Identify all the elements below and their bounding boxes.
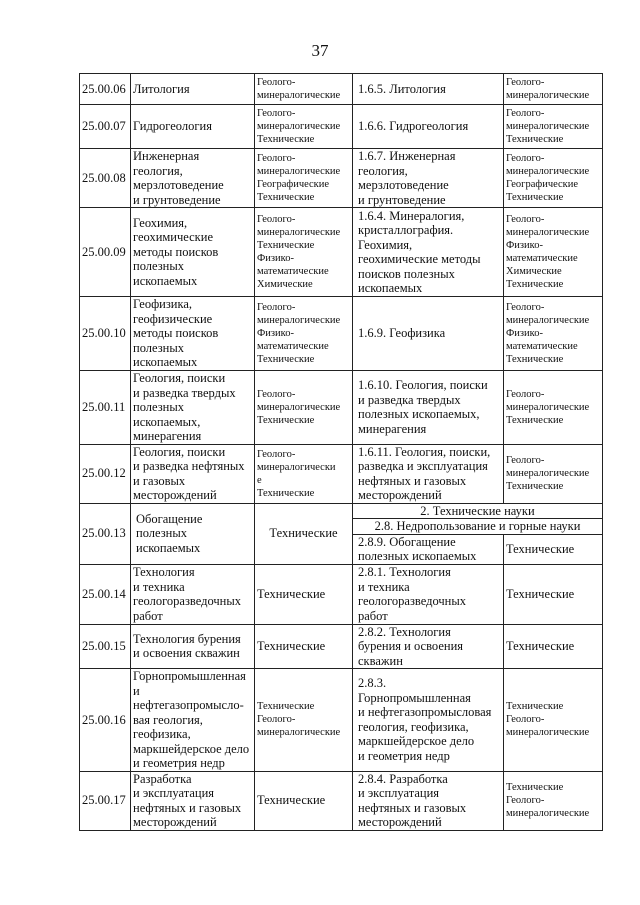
- code-cell: 25.00.13: [80, 503, 131, 564]
- new-science-branches-line: Технические: [506, 586, 575, 601]
- science-branches: [255, 503, 353, 564]
- new-specialty-name-line: месторождений: [358, 488, 442, 502]
- science-branches: [255, 444, 353, 503]
- code-cell: 25.00.11: [80, 371, 131, 445]
- science-branches-line: математические: [257, 266, 329, 277]
- old-specialty-name-line: полезных: [133, 340, 184, 355]
- table-row: [80, 503, 603, 519]
- new-science-branches-line: Геолого-: [506, 455, 545, 466]
- old-specialty-name-line: геологоразведочных: [133, 594, 242, 608]
- science-branches-line: Геолого-: [257, 77, 296, 88]
- old-specialty-name-line: и освоения скважин: [133, 646, 240, 661]
- new-specialty-name-line: поисков полезных: [358, 266, 455, 281]
- new-science-branches: [504, 444, 603, 503]
- new-specialty-name-line: скважин: [358, 653, 403, 668]
- science-branches-line: Технические: [269, 526, 338, 541]
- new-specialty-name-line: 2.8.9. Обогащение: [358, 534, 456, 549]
- new-science-branches-line: Геолого-: [506, 214, 545, 225]
- science-branches-line: Технические: [257, 487, 315, 499]
- old-specialty-name: [131, 771, 255, 830]
- new-specialty-name-line: геологоразведочных: [358, 594, 467, 608]
- code-cell: 25.00.15: [80, 624, 131, 669]
- new-science-branches-line: Технические: [506, 639, 575, 653]
- science-branches-line: Геолого-: [257, 302, 296, 313]
- old-specialty-name: [131, 503, 255, 564]
- new-science-branches: [504, 564, 603, 624]
- table-row: [80, 624, 603, 669]
- old-specialty-name: [131, 624, 255, 669]
- new-science-branches-line: Технические: [506, 279, 564, 290]
- old-specialty-name-line: ископаемых: [133, 273, 198, 288]
- table-row: [80, 771, 603, 830]
- new-specialty-name-line: нефтяных и газовых: [358, 800, 467, 815]
- new-specialty-name-line: Геохимия,: [358, 237, 413, 252]
- old-specialty-name-line: и эксплуатация: [133, 786, 215, 800]
- new-specialty-name: [353, 669, 504, 772]
- science-subgroup-heading: 2.8. Недропользование и горные науки: [353, 519, 603, 535]
- old-specialty-name-line: и геометрия недр: [133, 756, 225, 770]
- new-science-branches-line: Технические: [506, 782, 564, 793]
- new-science-branches-line: Технические: [506, 701, 564, 713]
- new-science-branches-line: Геолого-: [506, 388, 545, 400]
- science-branches-line: е: [257, 474, 262, 486]
- science-branches: [255, 105, 353, 149]
- table-row: [80, 564, 603, 624]
- table-row: [80, 105, 603, 149]
- new-science-branches: [504, 149, 603, 208]
- science-branches-line: Технические: [257, 793, 326, 808]
- old-specialty-name-line: и: [133, 683, 140, 698]
- old-specialty-name: [131, 444, 255, 503]
- new-specialty-name-line: кристаллография.: [358, 223, 454, 237]
- science-branches: [255, 297, 353, 371]
- new-science-branches-line: Геолого-: [506, 108, 545, 119]
- new-specialty-name: [353, 371, 504, 445]
- new-specialty-name-line: и разведка твердых: [358, 392, 461, 407]
- old-specialty-name-line: мерзлотоведение: [133, 178, 224, 192]
- old-specialty-name-line: Гидрогеология: [133, 119, 212, 134]
- code-cell: 25.00.07: [80, 105, 131, 149]
- new-specialty-name: [353, 105, 504, 149]
- new-specialty-name: [353, 444, 504, 503]
- new-science-branches-line: Технические: [506, 541, 575, 556]
- old-specialty-name-line: и разведка твердых: [133, 385, 236, 400]
- table-row: [80, 297, 603, 371]
- science-group-heading: 2. Технические науки: [353, 503, 603, 519]
- new-science-branches: [504, 297, 603, 371]
- old-specialty-name-line: месторождений: [133, 488, 217, 502]
- new-specialty-name-line: геология,: [358, 163, 408, 178]
- new-specialty-name-line: 1.6.9. Геофизика: [358, 326, 446, 341]
- old-specialty-name-line: и грунтоведение: [133, 192, 221, 207]
- new-specialty-name-line: и грунтоведение: [358, 192, 446, 207]
- old-specialty-name-line: и газовых: [133, 473, 186, 488]
- old-specialty-name-line: Геофизика,: [133, 297, 193, 312]
- old-specialty-name-line: и разведка нефтяных: [133, 459, 245, 473]
- new-science-branches-line: Технические: [506, 414, 564, 426]
- science-branches-line: математические: [257, 341, 329, 352]
- science-branches-line: минералогические: [257, 90, 341, 101]
- new-science-branches-line: Геолого-: [506, 795, 545, 806]
- old-specialty-name-line: полезных: [133, 400, 184, 414]
- old-specialty-name-line: маркшейдерское дело: [133, 741, 250, 756]
- new-science-branches: [504, 534, 603, 564]
- old-specialty-name-line: работ: [133, 608, 163, 623]
- science-branches-line: минералогические: [257, 166, 341, 177]
- science-branches-line: минералогические: [257, 727, 341, 739]
- new-specialty-name-line: 1.6.6. Гидрогеология: [358, 119, 469, 134]
- new-specialty-name-line: и техника: [358, 579, 410, 594]
- new-specialty-name: [353, 564, 504, 624]
- old-specialty-name-line: минерагения: [133, 429, 202, 443]
- new-specialty-name-line: разведка и эксплуатация: [358, 459, 488, 473]
- new-science-branches-line: Технические: [506, 354, 564, 365]
- science-branches-line: Геолого-: [257, 214, 296, 225]
- science-branches-line: Геолого-: [257, 153, 296, 164]
- old-specialty-name-line: ископаемых: [133, 355, 198, 370]
- new-specialty-name: [353, 297, 504, 371]
- new-science-branches-line: Физико-: [506, 328, 543, 339]
- old-specialty-name: [131, 564, 255, 624]
- new-science-branches-line: минералогические: [506, 315, 590, 326]
- science-branches: [255, 149, 353, 208]
- code-cell: 25.00.06: [80, 74, 131, 105]
- science-branches: [255, 771, 353, 830]
- science-branches-line: Геолого-: [257, 108, 296, 119]
- new-science-branches-line: математические: [506, 341, 578, 352]
- old-specialty-name-line: Обогащение: [136, 511, 203, 526]
- science-branches-line: Технические: [257, 586, 326, 601]
- new-science-branches-line: минералогические: [506, 166, 590, 177]
- science-branches-line: Географические: [257, 179, 330, 190]
- science-branches-line: Геолого-: [257, 388, 296, 400]
- new-science-branches: [504, 105, 603, 149]
- science-branches: [255, 74, 353, 105]
- science-branches-line: Физико-: [257, 328, 294, 339]
- old-specialty-name-line: Разработка: [133, 771, 192, 786]
- table-row: [80, 669, 603, 772]
- new-science-branches-line: Технические: [506, 481, 564, 492]
- old-specialty-name-line: Литология: [133, 81, 190, 96]
- old-specialty-name: [131, 149, 255, 208]
- new-specialty-name-line: полезных ископаемых,: [358, 407, 480, 422]
- science-branches-line: минералогически: [257, 461, 336, 473]
- old-specialty-name-line: нефтяных и газовых: [133, 800, 242, 815]
- science-branches-line: Технические: [257, 192, 315, 203]
- old-specialty-name-line: Горнопромышленная: [133, 669, 246, 683]
- new-science-branches-line: Геолого-: [506, 153, 545, 164]
- old-specialty-name-line: Технология бурения: [133, 631, 241, 646]
- new-science-branches-line: минералогические: [506, 227, 590, 238]
- science-branches-line: Геолого-: [257, 448, 296, 460]
- new-science-branches-line: Географические: [506, 179, 579, 190]
- new-science-branches-line: Технические: [506, 134, 564, 145]
- old-specialty-name-line: геофизика,: [133, 727, 191, 741]
- new-specialty-name-line: 1.6.4. Минералогия,: [358, 208, 465, 223]
- new-science-branches: [504, 624, 603, 669]
- new-specialty-name: [353, 771, 504, 830]
- code-cell: 25.00.10: [80, 297, 131, 371]
- old-specialty-name-line: полезных: [133, 259, 184, 274]
- science-branches: [255, 624, 353, 669]
- new-specialty-name-line: геология, геофизика,: [358, 719, 469, 734]
- new-specialty-name-line: 2.8.4. Разработка: [358, 771, 448, 786]
- new-specialty-name-line: нефтяных и газовых: [358, 473, 467, 488]
- old-specialty-name-line: геология,: [133, 163, 183, 178]
- new-science-branches-line: минералогические: [506, 121, 590, 132]
- old-specialty-name: [131, 297, 255, 371]
- science-branches-line: Химические: [257, 279, 313, 290]
- new-specialty-name: [353, 149, 504, 208]
- old-specialty-name: [131, 74, 255, 105]
- code-cell: 25.00.17: [80, 771, 131, 830]
- old-specialty-name-line: ископаемых,: [133, 414, 201, 429]
- old-specialty-name-line: геофизические: [133, 311, 213, 326]
- new-specialty-name: [353, 74, 504, 105]
- new-specialty-name: [353, 208, 504, 297]
- old-specialty-name-line: и техника: [133, 579, 185, 594]
- new-science-branches-line: математические: [506, 253, 578, 264]
- new-specialty-name-line: 1.6.11. Геология, поиски,: [358, 444, 491, 459]
- old-specialty-name-line: геохимические: [133, 230, 213, 245]
- old-specialty-name-line: Геология, поиски: [133, 371, 226, 385]
- new-specialty-name-line: маркшейдерское дело: [358, 734, 475, 749]
- science-branches-line: Технические: [257, 639, 326, 653]
- science-branches-line: Геолого-: [257, 714, 296, 726]
- new-specialty-name: [353, 534, 504, 564]
- new-specialty-name-line: 2.8.3.: [358, 676, 387, 691]
- science-branches: [255, 208, 353, 297]
- science-branches-line: Технические: [257, 134, 315, 145]
- old-specialty-name-line: месторождений: [133, 815, 217, 829]
- page-number: 37: [311, 41, 329, 60]
- new-specialty-name-line: Горнопромышленная: [358, 690, 471, 705]
- new-specialty-name-line: геохимические методы: [358, 252, 481, 266]
- old-specialty-name: [131, 371, 255, 445]
- science-branches-line: минералогические: [257, 227, 341, 238]
- new-science-branches-line: Геолого-: [506, 77, 545, 88]
- new-specialty-name-line: ископаемых: [358, 281, 423, 295]
- new-specialty-name-line: и эксплуатация: [358, 786, 440, 800]
- old-specialty-name: [131, 105, 255, 149]
- new-specialty-name-line: работ: [358, 608, 388, 623]
- new-science-branches: [504, 669, 603, 772]
- science-branches: [255, 564, 353, 624]
- new-specialty-name-line: мерзлотоведение: [358, 178, 449, 192]
- old-specialty-name-line: нефтегазопромысло-: [133, 698, 244, 712]
- table-row: [80, 444, 603, 503]
- science-branches-line: Технические: [257, 240, 315, 251]
- science-branches-line: Технические: [257, 701, 315, 713]
- new-specialty-name-line: 2.8.2. Технология: [358, 624, 451, 639]
- old-specialty-name-line: методы поисков: [133, 244, 219, 259]
- new-specialty-name-line: 1.6.10. Геология, поиски: [358, 378, 488, 393]
- new-science-branches: [504, 771, 603, 830]
- table-row: [80, 208, 603, 297]
- old-specialty-name-line: методы поисков: [133, 326, 219, 341]
- new-specialty-name-line: полезных ископаемых: [358, 549, 477, 563]
- old-specialty-name-line: Геохимия,: [133, 215, 188, 230]
- new-specialty-name-line: бурения и освоения: [358, 639, 464, 653]
- new-science-branches: [504, 371, 603, 445]
- old-specialty-name: [131, 669, 255, 772]
- code-cell: 25.00.08: [80, 149, 131, 208]
- science-branches-line: Технические: [257, 414, 315, 426]
- science-branches-line: минералогические: [257, 121, 341, 132]
- old-specialty-name-line: Геология, поиски: [133, 444, 226, 459]
- science-branches: [255, 371, 353, 445]
- new-science-branches-line: минералогические: [506, 468, 590, 479]
- science-branches: [255, 669, 353, 772]
- code-cell: 25.00.14: [80, 564, 131, 624]
- new-specialty-name-line: 2.8.1. Технология: [358, 565, 451, 579]
- new-specialty-name-line: 1.6.7. Инженерная: [358, 149, 456, 163]
- new-science-branches-line: Физико-: [506, 240, 543, 251]
- new-science-branches-line: Технические: [506, 192, 564, 203]
- new-specialty-name-line: и геометрия недр: [358, 748, 450, 763]
- new-specialty-name: [353, 624, 504, 669]
- new-science-branches-line: минералогические: [506, 808, 590, 819]
- table-row: [80, 149, 603, 208]
- new-science-branches: [504, 208, 603, 297]
- old-specialty-name: [131, 208, 255, 297]
- code-cell: 25.00.09: [80, 208, 131, 297]
- science-branches-line: минералогические: [257, 401, 341, 413]
- new-specialty-name-line: минерагения: [358, 421, 427, 436]
- old-specialty-name-line: Технология: [133, 565, 195, 579]
- old-specialty-name-line: полезных: [136, 526, 187, 541]
- old-specialty-name-line: вая геология,: [133, 712, 203, 727]
- science-branches-line: Физико-: [257, 253, 294, 264]
- new-science-branches-line: Геолого-: [506, 302, 545, 313]
- code-cell: 25.00.12: [80, 444, 131, 503]
- old-specialty-name-line: Инженерная: [133, 149, 200, 163]
- new-specialty-name-line: 1.6.5. Литология: [358, 81, 446, 96]
- code-cell: 25.00.16: [80, 669, 131, 772]
- science-branches-line: Технические: [257, 354, 315, 365]
- new-science-branches: [504, 74, 603, 105]
- new-science-branches-line: минералогические: [506, 727, 590, 739]
- table-row: [80, 371, 603, 445]
- science-branches-line: минералогические: [257, 315, 341, 326]
- new-specialty-name-line: и нефтегазопромысловая: [358, 705, 492, 720]
- table-row: [80, 74, 603, 105]
- new-science-branches-line: Химические: [506, 266, 562, 277]
- new-science-branches-line: минералогические: [506, 401, 590, 413]
- new-science-branches-line: Геолого-: [506, 714, 545, 726]
- specialties-table: [79, 73, 603, 831]
- new-specialty-name-line: месторождений: [358, 815, 442, 829]
- new-science-branches-line: минералогические: [506, 90, 590, 101]
- old-specialty-name-line: ископаемых: [136, 540, 201, 555]
